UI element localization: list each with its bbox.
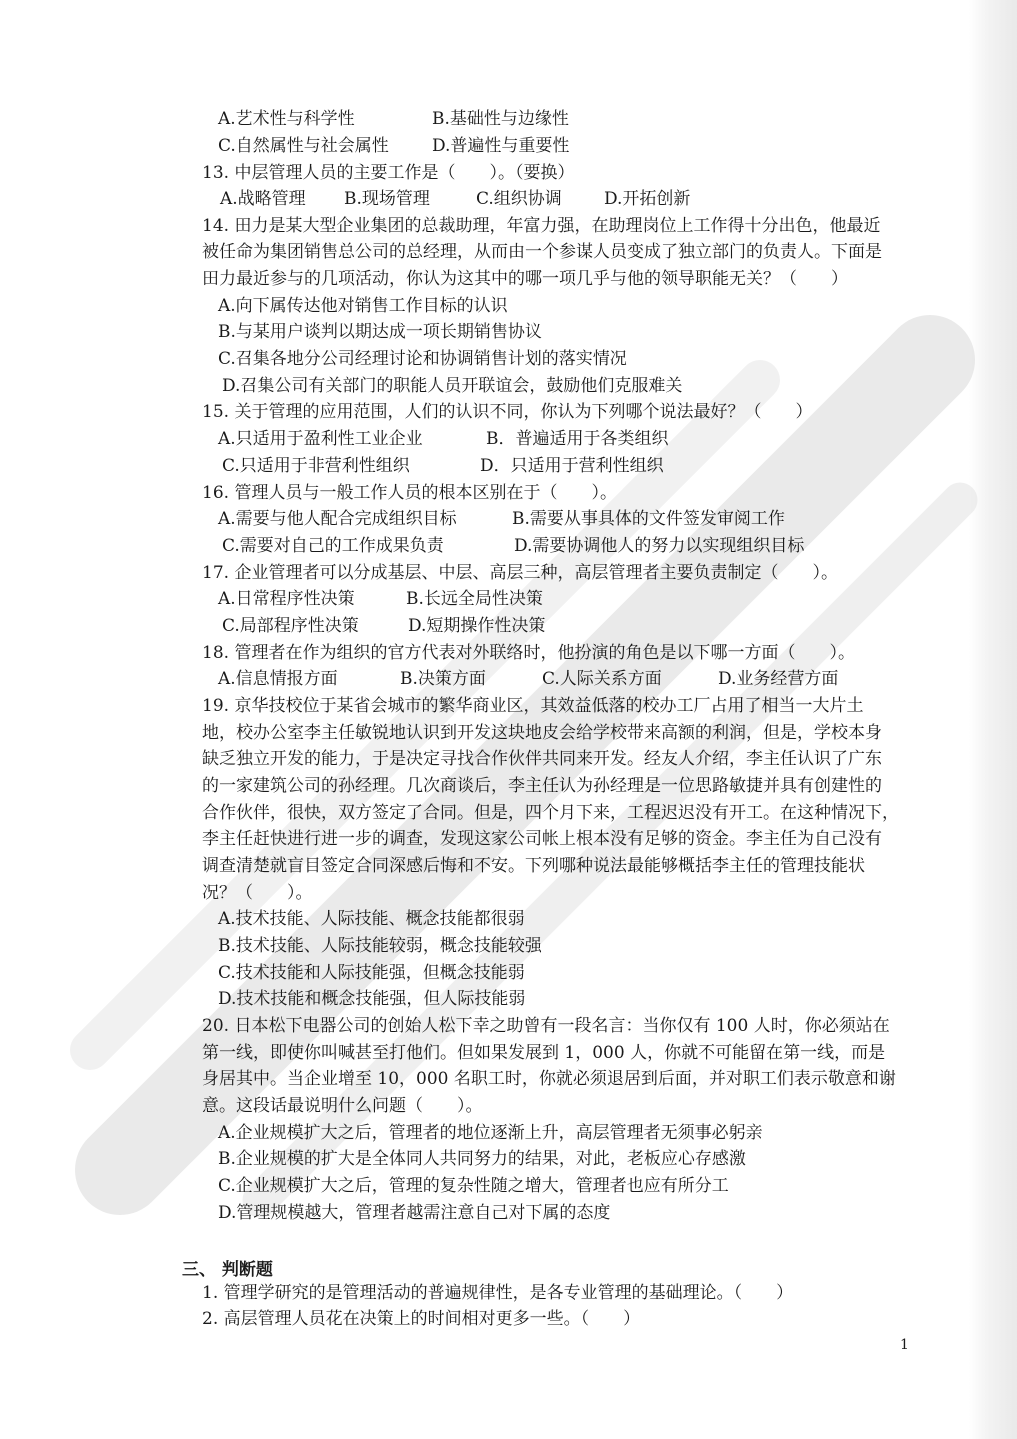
q19-stem-line: 地，校办公室李主任敏锐地认识到开发这块地皮会给学校带来高额的利润，但是，学校本身	[202, 723, 882, 743]
q18-stem: 18. 管理者在作为组织的官方代表对外联络时，他扮演的角色是以下哪一方面（ ）。	[202, 643, 855, 663]
q19-stem-line: 况？（ ）。	[202, 883, 313, 903]
tf-question-2: 2. 高层管理人员花在决策上的时间相对更多一些。（ ）	[202, 1309, 641, 1329]
q14-option-a: A.向下属传达他对销售工作目标的认识	[218, 296, 508, 316]
q19-option-c: C.技术技能和人际技能强，但概念技能弱	[218, 963, 525, 983]
q19-stem-line: 19. 京华技校位于某省会城市的繁华商业区，其效益低落的校办工厂占用了相当一大片土	[202, 696, 864, 716]
q16-option-d: D.需要协调他人的努力以实现组织目标	[514, 536, 805, 556]
q13-option-c: C.组织协调	[476, 189, 562, 209]
q19-option-a: A.技术技能、人际技能、概念技能都很弱	[218, 909, 525, 929]
q14-option-c: C.召集各地分公司经理讨论和协调销售计划的落实情况	[218, 349, 627, 369]
q19-stem-line: 缺乏独立开发的能力，于是决定寻找合作伙伴共同来开发。经友人介绍，李主任认识了广东	[202, 749, 882, 769]
page-edge-shadow	[969, 0, 1017, 1439]
q13-option-a: A.战略管理	[220, 189, 306, 209]
q18-option-b: B.决策方面	[400, 669, 486, 689]
q16-option-b: B.需要从事具体的文件签发审阅工作	[512, 509, 785, 529]
q20-option-c: C.企业规模扩大之后，管理的复杂性随之增大，管理者也应有所分工	[218, 1176, 729, 1196]
q17-option-c: C.局部程序性决策	[222, 616, 359, 636]
q15-option-d: D．只适用于营利性组织	[480, 456, 664, 476]
q16-stem: 16. 管理人员与一般工作人员的根本区别在于（ ）。	[202, 483, 617, 503]
page-number: 1	[900, 1337, 909, 1353]
q13-option-d: D.开拓创新	[604, 189, 691, 209]
q18-option-d: D.业务经营方面	[718, 669, 839, 689]
q20-option-b: B.企业规模的扩大是全体同人共同努力的结果，对此，老板应心存感激	[218, 1149, 746, 1169]
q20-stem-line: 意。这段话最说明什么问题（ ）。	[202, 1096, 483, 1116]
q20-stem-line: 20. 日本松下电器公司的创始人松下幸之助曾有一段名言：当你仅有 100 人时，你必须站在	[202, 1016, 890, 1036]
q13-option-b: B.现场管理	[344, 189, 430, 209]
q19-option-d: D.技术技能和概念技能强，但人际技能弱	[218, 989, 526, 1009]
q15-stem: 15. 关于管理的应用范围，人们的认识不同，你认为下列哪个说法最好？（ ）	[202, 402, 813, 422]
q16-option-a: A.需要与他人配合完成组织目标	[218, 509, 457, 529]
q14-stem-line: 田力最近参与的几项活动，你认为这其中的哪一项几乎与他的领导职能无关？（ ）	[202, 269, 848, 289]
q14-option-b: B.与某用户谈判以期达成一项长期销售协议	[218, 322, 542, 342]
q17-option-a: A.日常程序性决策	[218, 589, 355, 609]
q20-stem-line: 第一线，即使你叫喊甚至打他们。但如果发展到 1，000 人，你就不可能留在第一线，而是	[202, 1043, 886, 1063]
q14-option-d: D.召集公司有关部门的职能人员开联谊会，鼓励他们克服难关	[222, 376, 683, 396]
q16-option-c: C.需要对自己的工作成果负责	[222, 536, 444, 556]
q17-option-b: B.长远全局性决策	[406, 589, 543, 609]
q18-option-a: A.信息情报方面	[218, 669, 338, 689]
q15-option-c: C.只适用于非营利性组织	[222, 456, 410, 476]
q20-stem-line: 身居其中。当企业增至 10，000 名职工时，你就必须退居到后面，并对职工们表示敬意和谢	[202, 1069, 896, 1089]
q12-option-c: C.自然属性与社会属性	[218, 136, 389, 156]
q17-stem: 17. 企业管理者可以分成基层、中层、高层三种，高层管理者主要负责制定（ ）。	[202, 563, 838, 583]
q18-option-c: C.人际关系方面	[542, 669, 662, 689]
q19-stem-line: 的一家建筑公司的孙经理。几次商谈后，李主任认为孙经理是一位思路敏捷并具有创建性的	[202, 776, 882, 796]
q12-option-d: D.普遍性与重要性	[432, 136, 570, 156]
q15-option-a: A.只适用于盈利性工业企业	[218, 429, 423, 449]
q19-stem-line: 调查清楚就盲目签定合同深感后悔和不安。下列哪种说法最能够概括李主任的管理技能状	[202, 856, 865, 876]
q15-option-b: B．普遍适用于各类组织	[486, 429, 669, 449]
q14-stem-line: 14. 田力是某大型企业集团的总裁助理，年富力强，在助理岗位上工作得十分出色，他最近	[202, 216, 881, 236]
q19-stem-line: 李主任赶快进行进一步的调查，发现这家公司帐上根本没有足够的资金。李主任为自己没有	[202, 829, 882, 849]
q13-stem: 13. 中层管理人员的主要工作是（ ）。（要换）	[202, 163, 575, 183]
q12-option-b: B.基础性与边缘性	[432, 109, 569, 129]
q20-option-a: A.企业规模扩大之后，管理者的地位逐渐上升，高层管理者无须事必躬亲	[218, 1123, 763, 1143]
q19-option-b: B.技术技能、人际技能较弱，概念技能较强	[218, 936, 542, 956]
q17-option-d: D.短期操作性决策	[408, 616, 546, 636]
q14-stem-line: 被任命为集团销售总公司的总经理，从而由一个参谋人员变成了独立部门的负责人。下面是	[202, 242, 882, 262]
q19-stem-line: 合作伙伴，很快，双方签定了合同。但是，四个月下来，工程迟迟没有开工。在这种情况下，	[202, 803, 899, 823]
tf-question-1: 1. 管理学研究的是管理活动的普遍规律性，是各专业管理的基础理论。（ ）	[202, 1283, 794, 1303]
q12-option-a: A.艺术性与科学性	[218, 109, 355, 129]
q20-option-d: D.管理规模越大，管理者越需注意自己对下属的态度	[218, 1203, 611, 1223]
section-title-true-false: 三、 判断题	[182, 1260, 273, 1280]
